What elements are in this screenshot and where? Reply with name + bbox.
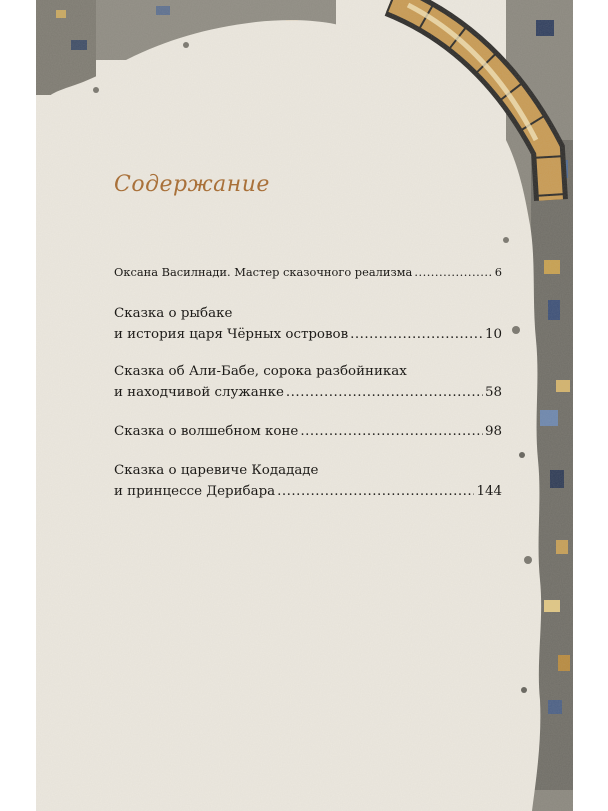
toc-entry-title: Оксана Василнади. Мастер сказочного реализма — [114, 265, 413, 279]
toc-entry-title: Сказка о волшебном коне — [114, 424, 299, 439]
toc-heading: Содержание — [114, 172, 270, 197]
toc-entry-last-line — [114, 262, 502, 283]
toc-entry-title-continued: и принцессе Дерибара — [114, 484, 276, 499]
toc-page-number: 58 — [484, 385, 502, 400]
toc-entry-title: Сказка об Али-Бабе, сорока разбойниках — [114, 364, 407, 379]
toc-entry-title: Сказка о царевиче Кодададе — [114, 463, 319, 478]
toc-entry-line — [114, 303, 502, 324]
toc-entry[interactable] — [114, 421, 502, 442]
toc-entry[interactable] — [114, 361, 502, 403]
toc-entry-last-line — [114, 481, 502, 502]
toc-entry-last-line — [114, 324, 502, 345]
toc-entry[interactable] — [114, 262, 502, 283]
dot-leader — [286, 382, 483, 403]
toc-entry-last-line — [114, 382, 502, 403]
toc-entry-title-continued: и находчивой служанке — [114, 385, 284, 400]
toc-page-number: 98 — [484, 424, 502, 439]
toc-entry-title: Сказка о рыбаке — [114, 306, 233, 321]
toc-entry-title-continued: и история царя Чёрных островов — [114, 327, 349, 342]
toc-page-number: 144 — [476, 484, 502, 499]
dot-leader — [414, 262, 492, 283]
book-page — [36, 0, 573, 811]
dot-leader — [350, 324, 483, 345]
mosaic-border-illustration — [36, 0, 573, 811]
toc-entry-last-line — [114, 421, 502, 442]
dot-leader — [277, 481, 474, 502]
toc-entry[interactable] — [114, 460, 502, 502]
dot-leader — [300, 421, 483, 442]
toc-page-number: 10 — [484, 327, 502, 342]
toc-page-number: 6 — [494, 265, 502, 279]
toc-entry[interactable] — [114, 303, 502, 345]
toc-entry-line — [114, 361, 502, 382]
toc-entry-line — [114, 460, 502, 481]
